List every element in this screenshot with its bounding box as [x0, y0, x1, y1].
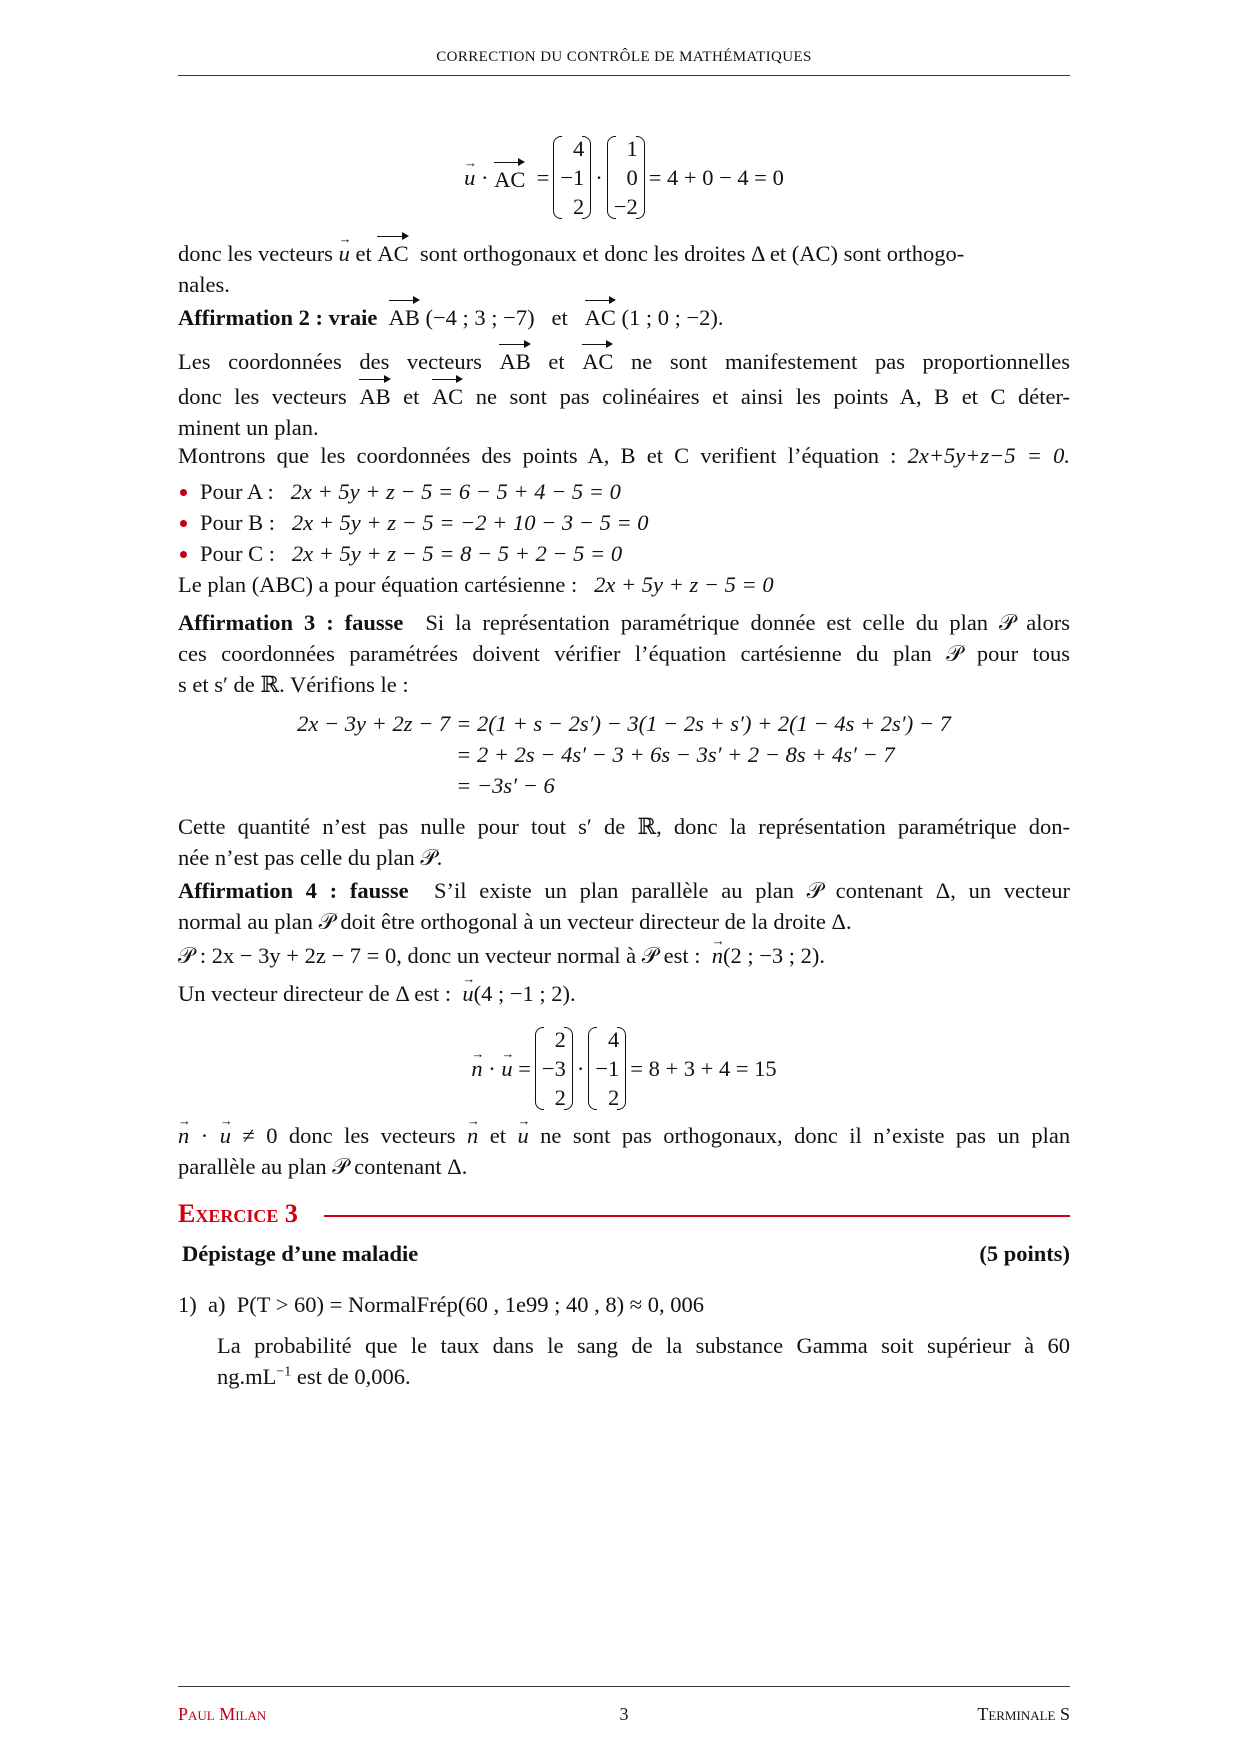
affirmation-3: Affirmation 3 : fausse Si la représentation paramétrique donnée est celle du plan 𝒫 alors ces coordonnées paramétrées doivent vérifier l’équation cartésienne du plan 𝒫 pour tous s et s′ de ℝ. Vérifions le : — [178, 610, 1070, 697]
paragraph-colinear: Les coordonnées des vecteurs AB et AC ne sont manifestement pas proportionnelles donc les vecteurs AB et AC ne sont pas colinéaires et ainsi les points A, B et C déter- minent un plan. — [178, 342, 1070, 443]
paragraph-conclusion-3: Cette quantité n’est pas nulle pour tout s′ de ℝ, donc la représentation paramétrique don- née n’est pas celle du plan 𝒫. — [178, 814, 1070, 870]
answer-1a: La probabilité que le taux dans le sang de la substance Gamma soit supérieur à 60 $ng.mL^{-1}$ est de 0,006. — [217, 1333, 1070, 1389]
page-header: CORRECTION DU CONTRÔLE DE MATHÉMATIQUES — [436, 49, 812, 65]
exercise-rule — [324, 1215, 1070, 1217]
paragraph-orthogonal: donc les vecteurs u → et AC sont orthogonaux et donc les droites Δ et (AC) sont orthogo- nales. — [178, 234, 1070, 300]
affirmation-2-label: Affirmation 2 : vraie — [178, 305, 378, 330]
exercise-label: Exercice 3 — [178, 1199, 298, 1228]
question-1a: 1) a) P(T > 60) = NormalFrép(60 , 1e99 ; 40 , 8) ≈ 0, 006 — [178, 1292, 704, 1317]
page-number: 3 — [619, 1704, 629, 1724]
footer-author: Paul Milan — [178, 1704, 267, 1724]
paragraph-plane-equation: Le plan (ABC) a pour équation cartésienne : 2x + 5y + z − 5 = 0 — [178, 572, 774, 597]
matrix-u: 4 −1 2 — [553, 134, 591, 221]
list-item: Pour A : 2x + 5y + z − 5 = 6 − 5 + 4 − 5 = 0 — [178, 476, 1070, 507]
list-item: Pour B : 2x + 5y + z − 5 = −2 + 10 − 3 − 5 = 0 — [178, 507, 1070, 538]
bullet-list — [178, 476, 1070, 569]
paragraph-normal-vector: 𝒫 : 2x − 3y + 2z − 7 = 0, donc un vecteur normal à 𝒫 est : n →(2 ; −3 ; 2). — [178, 940, 1070, 971]
equation-n-dot-u: n → · u → = 2 −3 2 · 4 −1 2 = 8 + 3 + 4 = 15 — [178, 1025, 1070, 1112]
exercise-points: (5 points) — [979, 1241, 1070, 1266]
matrix-ac: 1 0 −2 — [607, 134, 645, 221]
matrix-u2: 4 −1 2 — [588, 1025, 626, 1112]
affirmation-3-label: Affirmation 3 : fausse — [178, 610, 404, 635]
vector-u: u → — [464, 162, 475, 193]
paragraph-verify: Montrons que les coordonnées des points A, B et C verifient l’équation : 2x+5y+z−5 = 0. — [178, 443, 1071, 468]
paragraph-direction-vector: Un vecteur directeur de Δ est : u →(4 ; −1 ; 2). — [178, 978, 1070, 1009]
affirmation-4-label: Affirmation 4 : fausse — [178, 878, 409, 903]
list-item: Pour C : 2x + 5y + z − 5 = 8 − 5 + 2 − 5 = 0 — [178, 538, 1070, 569]
vector-ac: AC — [494, 160, 525, 195]
header-rule — [178, 75, 1070, 76]
equation-u-dot-ac: u → · AC = 4 −1 2 · 1 0 −2 = 4 + 0 − 4 = 0 — [178, 134, 1070, 221]
matrix-n: 2 −3 2 — [535, 1025, 573, 1112]
paragraph-conclusion-4: n → · u → ≠ 0 donc les vecteurs n → et u → ne sont pas orthogonaux, donc il n’existe pas un plan parallèle au plan 𝒫 contenant Δ. — [178, 1120, 1070, 1182]
equation-result: = 4 + 0 − 4 = 0 — [648, 165, 784, 190]
footer-level: Terminale S — [977, 1704, 1070, 1724]
exercise-title — [178, 1198, 1070, 1232]
page-footer — [178, 1699, 1070, 1723]
exercise-subtitle: Dépistage d’une maladie (5 points) — [182, 1238, 1070, 1269]
affirmation-4: Affirmation 4 : fausse S’il existe un plan parallèle au plan 𝒫 contenant Δ, un vecteur normal au plan 𝒫 doit être orthogonal à un vecteur directeur de la droite Δ. — [178, 878, 1070, 934]
affirmation-2: Affirmation 2 : vraie AB (−4 ; 3 ; −7) et AC (1 ; 0 ; −2). — [178, 298, 1070, 333]
footer-rule — [178, 1686, 1070, 1687]
aligned-equations: 2x − 3y + 2z − 7 = 2(1 + s − 2s′) − 3(1 − 2s + s′) + 2(1 − 4s + 2s′) − 7 = 2 + 2s − 4s′ − 3 + 6s − 3s′ + 2 − 8s + 4s′ − 7 = −3s′ − 6 — [297, 711, 951, 798]
